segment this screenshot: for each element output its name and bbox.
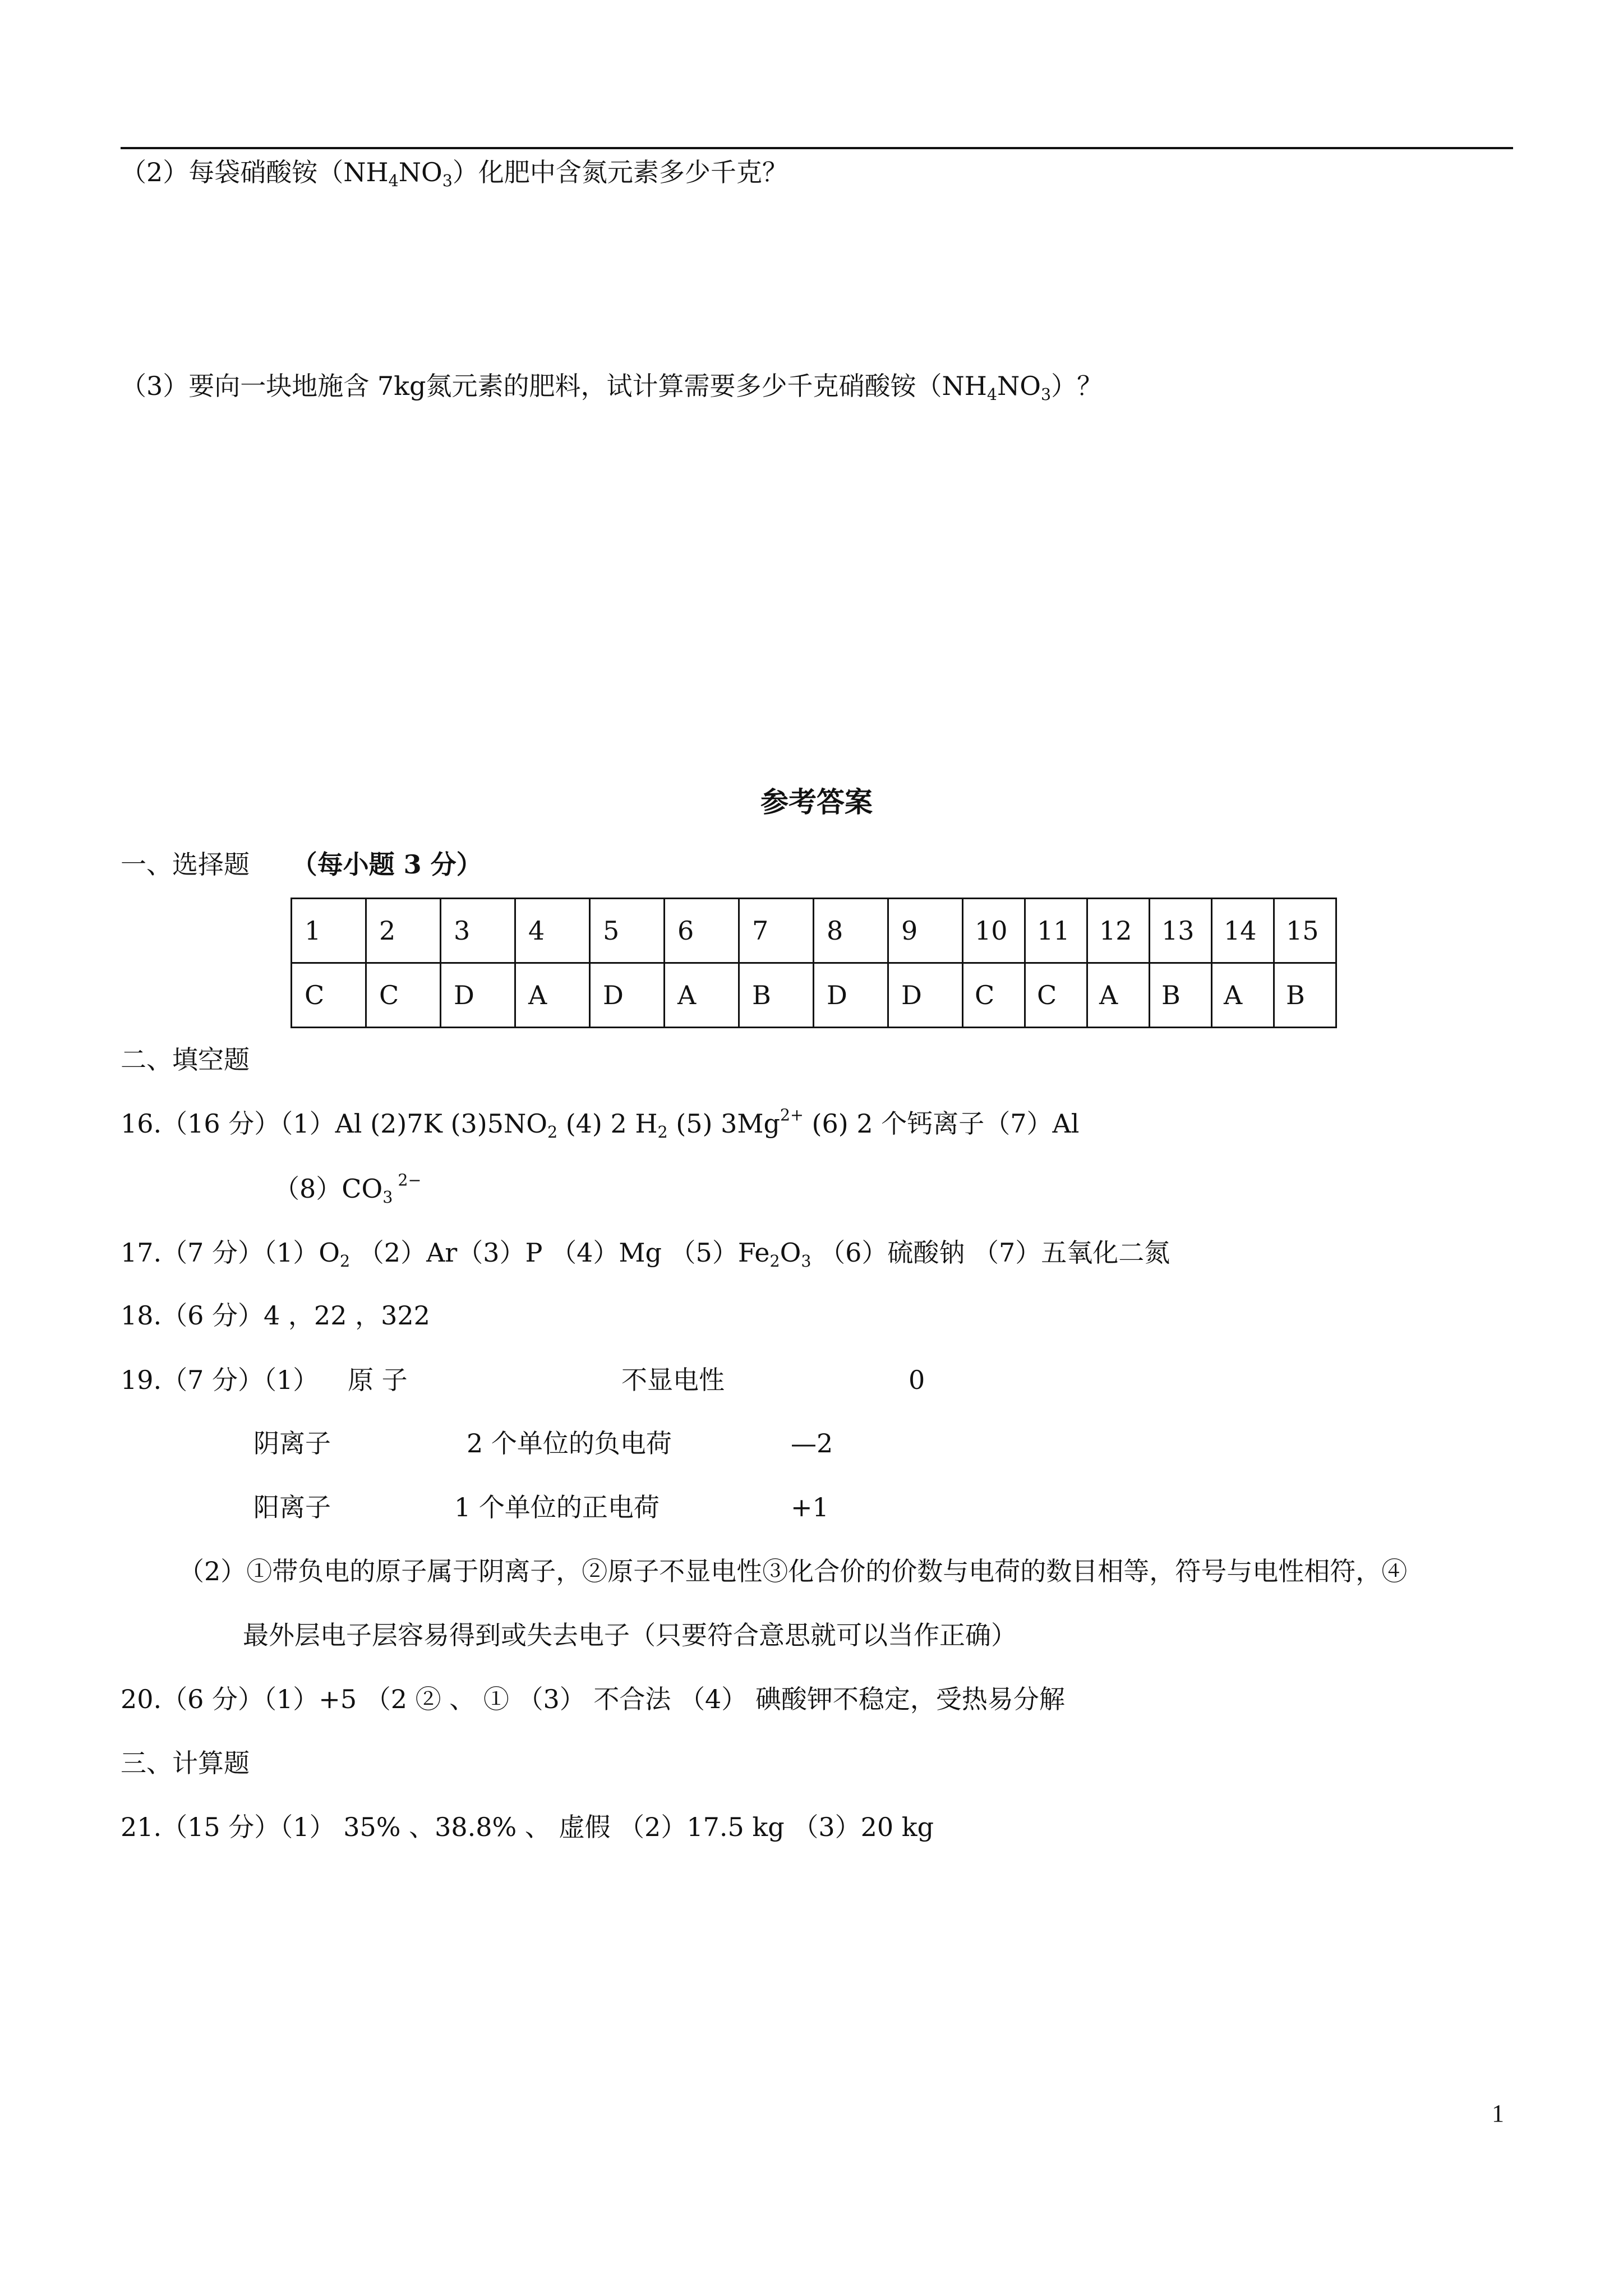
subscript: 2 [547,1123,558,1142]
table-row-answers [292,963,1336,1028]
subscript: 2 [769,1252,780,1271]
subscript: 4 [986,385,997,404]
superscript: 2− [393,1171,422,1190]
table-cell: B [739,963,814,1028]
answer-21: 21.（15 分）（1） 35% 、38.8% 、 虚假 （2）17.5 kg （3）20 kg [121,1812,934,1842]
answer-19-cell: 阳离子 [253,1492,331,1522]
answer-19-head: 19.（7 分）（1） [121,1365,319,1395]
answer-17-text: （6）硫酸钠 （7）五氧化二氮 [811,1237,1170,1268]
table-cell: 12 [1087,899,1150,963]
table-cell: 2 [366,899,441,963]
subscript: 2 [657,1123,668,1142]
answer-17-text: 17.（7 分）（1）O [121,1237,340,1268]
subscript: 3 [801,1252,811,1271]
answer-18: 18.（6 分）4 ，22 ，322 [121,1300,430,1331]
table-cell: D [888,963,963,1028]
answer-17-text: O [780,1237,801,1268]
answer-20: 20.（6 分）（1）+5 （2 ② 、 ① （3） 不合法 （4） 碘酸钾不稳定，受热易分解 [121,1684,1065,1714]
table-cell: D [441,963,515,1028]
section-1-note: （每小题 3 分） [291,849,482,880]
question-2-text-c: ）化肥中含氮元素多少千克？ [452,157,788,187]
answer-16-line-1 [121,1106,1080,1142]
question-3-text-b: NO [997,371,1041,401]
table-cell: 9 [888,899,963,963]
answer-19-cell: 1 个单位的正电荷 [454,1492,660,1522]
table-cell: 14 [1212,899,1274,963]
answer-16-line-2 [274,1171,422,1207]
table-cell: B [1274,963,1336,1028]
superscript: 2+ [780,1106,804,1125]
header-rule [121,147,1513,149]
answer-19-cell: +1 [791,1492,829,1522]
table-cell: C [292,963,366,1028]
question-2-text-b: NO [398,157,442,187]
table-cell: A [1087,963,1150,1028]
answer-19-cell: 原 子 [348,1365,408,1395]
answer-19-part-2-line-1: （2）①带负电的原子属于阴离子，②原子不显电性③化合价的价数与电荷的数目相等，符号与电性相符，④ [178,1556,1408,1586]
table-cell: 11 [1025,899,1087,963]
table-cell: 3 [441,899,515,963]
question-2-text-a: （2）每袋硝酸铵（NH [121,157,389,187]
subscript: 3 [1040,385,1052,404]
section-3-heading: 三、计算题 [121,1748,250,1778]
answer-19-cell: —2 [791,1428,833,1458]
answer-19-cell: 不显电性 [621,1365,725,1395]
table-cell: 4 [515,899,590,963]
table-cell: 1 [292,899,366,963]
table-cell: A [1212,963,1274,1028]
table-cell: A [515,963,590,1028]
answer-16-text: （8）CO [274,1174,383,1204]
table-cell: D [590,963,665,1028]
table-cell: B [1150,963,1212,1028]
answer-19-cell: 2 个单位的负电荷 [467,1428,672,1458]
table-cell: 6 [665,899,739,963]
table-cell: 7 [739,899,814,963]
table-cell: C [1025,963,1087,1028]
table-cell: 13 [1150,899,1212,963]
answer-17 [121,1237,1170,1271]
answers-title: 参考答案 [760,785,873,818]
question-3-text-a: （3）要向一块地施含 7kg氮元素的肥料，试计算需要多少千克硝酸铵（NH [121,371,987,401]
answer-19-part-2-line-2: 最外层电子层容易得到或失去电子（只要符合意思就可以当作正确） [243,1620,1017,1650]
table-cell: 10 [963,899,1025,963]
table-cell: A [665,963,739,1028]
answer-16-text: (4) 2 H [557,1108,658,1139]
answer-17-text: （2）Ar（3）P （4）Mg （5）Fe [350,1237,770,1268]
table-cell: D [814,963,888,1028]
question-3 [121,371,1103,404]
answer-19-cell: 阴离子 [253,1428,331,1458]
table-row-numbers [292,899,1336,963]
table-cell: C [963,963,1025,1028]
answer-table [291,898,1337,1028]
subscript: 2 [340,1252,351,1271]
table-cell: 8 [814,899,888,963]
section-2-heading: 二、填空题 [121,1045,250,1075]
table-cell: C [366,963,441,1028]
answer-16-text: 16.（16 分）（1）Al (2)7K (3)5NO [121,1108,547,1139]
answer-16-text: (6) 2 个钙离子（7）Al [803,1108,1080,1139]
answer-19-cell: 0 [909,1365,925,1395]
question-3-text-c: ）？ [1051,371,1103,401]
subscript: 4 [388,172,399,191]
answer-16-text: (5) 3Mg [667,1108,780,1139]
table-cell: 5 [590,899,665,963]
section-1-label: 一、选择题 [121,849,250,880]
table-cell: 15 [1274,899,1336,963]
page-number: 1 [1492,2100,1504,2127]
question-2 [121,157,788,191]
section-1-heading [121,849,482,880]
subscript: 3 [442,172,453,191]
subscript: 3 [382,1188,393,1207]
